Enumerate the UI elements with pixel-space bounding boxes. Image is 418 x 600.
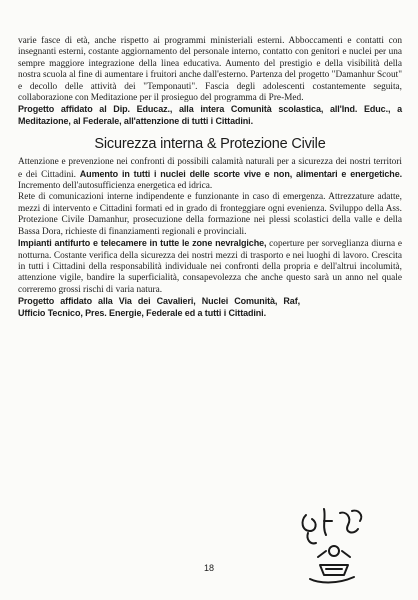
self-sufficiency-text: Incremento dell'autosufficienza energetica ed idrica. [18, 181, 213, 192]
section-assignment [18, 296, 402, 319]
page-number: 18 [203, 563, 214, 573]
alarm-highlight: Impianti antifurto e telecamere in tutte le zone nevralgiche, [18, 238, 267, 249]
section-assignment-text: Progetto affidato alla Via dei Cavalieri, Nuclei Comunità, Raf, Ufficio Tecnico, Pres. Energie, Federale ed a tutti i Cittadini. [18, 296, 300, 318]
intro-assignment: Progetto affidato al Dip. Educaz., alla intera Comunità scolastica, all'Ind. Educ., a Meditazione, al Federale, all'attenzione di tutti i Cittadini. [18, 104, 402, 126]
section-paragraph-2: Rete di comunicazioni interne indipendente e funzionante in caso di emergenza. Attrezzature adatte, mezzi di intervento e Cittadini formati ed in grado di fronteggiare ogni evenienza. Sviluppo della Ass. Protezione Civile Damanhur, prosecuzione della formazione nei plessi scolastici della valle e della Bassa Dora, richieste di finanziamenti regionali e provinciali. [18, 192, 402, 237]
section-title: Sicurezza interna & Protezione Civile [94, 136, 326, 153]
section-paragraph-1 [18, 157, 402, 192]
intro-paragraph: varie fasce di età, anche rispetto ai programmi ministeriali esterni. Abboccamenti e contatti con insegnanti esterni, costante aggiornamento del personale interno, contatto con genitori e nuclei per una sempre maggiore integrazione della linea educativa. Aumento del prestigio e della visibilità della nostra scuola al fine di aumentare i fruitori anche dall'esterno. Partenza del progetto "Damanhur Scout" e decollo delle attività dei "Temponauti". Fascia degli adolescenti costantemente seguita, collaborazione con Meditazione per il prosieguo del programma di Pre-Med. [18, 36, 402, 104]
surveillance-text: coperture per sorveglianza diurna e notturna. Costante verifica della sicurezza dei nostri mezzi di trasporto e nei luoghi di lavoro. Crescita in tutti i Cittadini della responsabilità individuale nei confronti della propria e dell'altrui incolumità, attenzione vigile, bandire la superficialità, consapevolezza che anche questo sarà un anno nel quale correremo grossi rischi di varia natura. [18, 239, 403, 295]
body-text [18, 36, 402, 319]
selfic-glyph-icon [296, 505, 372, 587]
prevention-text: Attenzione e prevenzione nei confronti di possibili calamità naturali per a sicurezza dei nostri territori e dei Cittadini. [18, 157, 402, 180]
section-paragraph-3 [18, 238, 402, 296]
supplies-highlight: Aumento in tutti i nuclei delle scorte vive e non, alimentari e energetiche. [79, 168, 403, 179]
